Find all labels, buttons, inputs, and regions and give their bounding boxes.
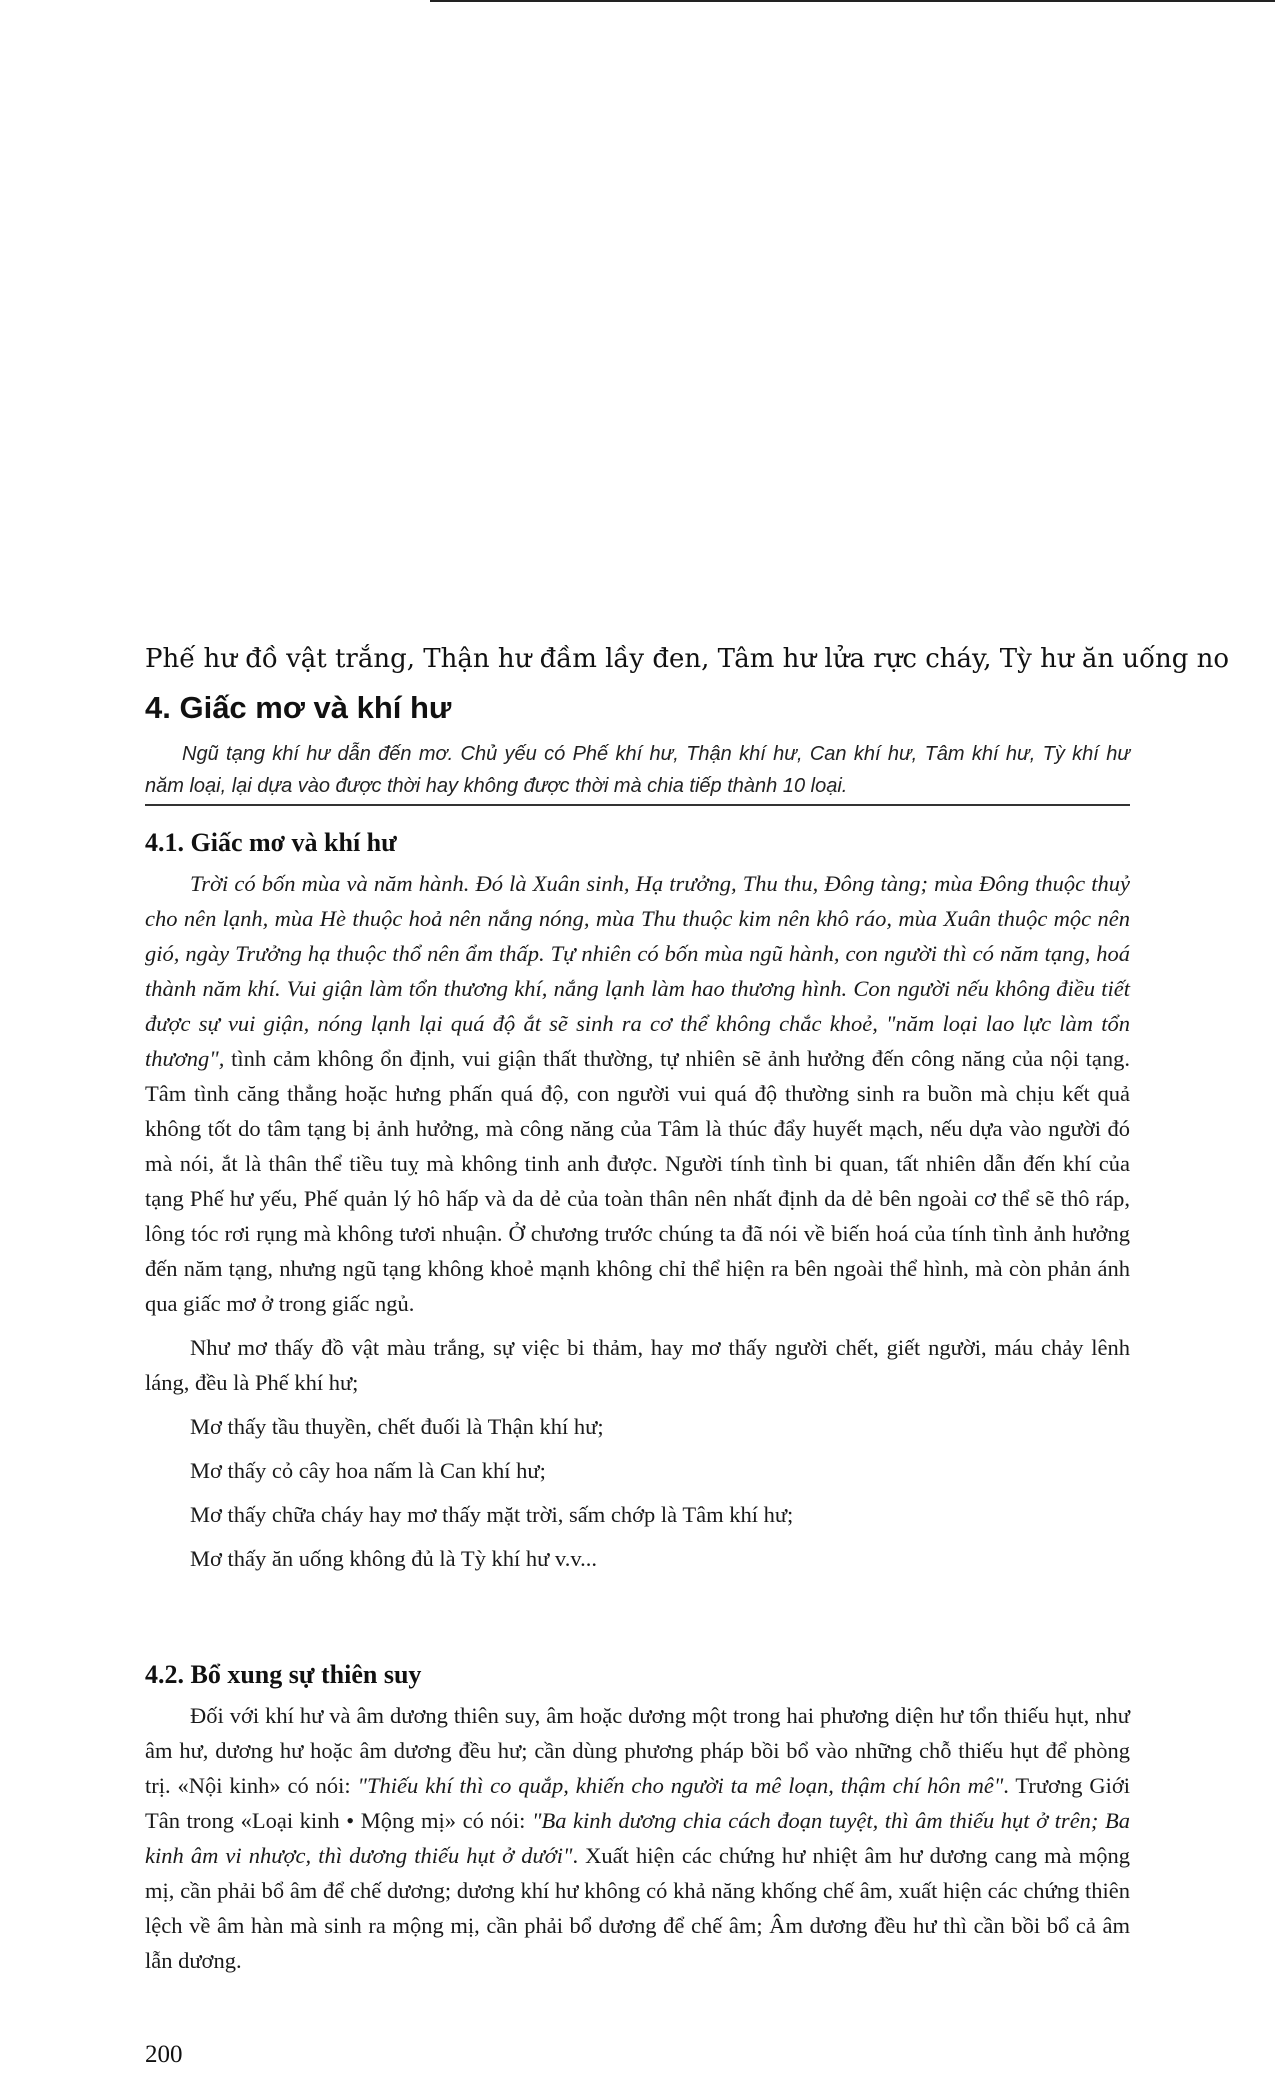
section-heading: 4. Giấc mơ và khí hư — [145, 690, 452, 725]
italic-lead: Trời có bốn mùa và năm hành. Đó là Xuân sinh, Hạ trưởng, Thu thu, Đông tàng; mùa Đông thuộc thuỷ cho nên lạnh, mùa Hè thuộc hoả nên nắng nóng, mùa Thu thuộc kim nên khô ráo, mùa Xuân thuộc mộc nên gió, ngày Trưởng hạ thuộc thổ nên ẩm thấp. Tự nhiên có bốn mùa ngũ hành, con người thì có năm tạng, hoá thành năm khí. Vui giận làm tổn thương khí, nắng lạnh làm hao thương hình. Con người nếu không điều tiết được sự vui giận, nóng lạnh lại quá độ ắt sẽ sinh ra cơ thể không chắc khoẻ, "năm loại lao lực làm tổn thương", — [145, 871, 1130, 1071]
figure-caption: Phế hư đồ vật trắng, Thận hư đầm lầy đen, Tâm hư lửa rực cháy, Tỳ hư ăn uống no — [145, 644, 1230, 674]
page-number: 200 — [145, 2041, 183, 2068]
section-summary: Ngũ tạng khí hư dẫn đến mơ. Chủ yếu có Phế khí hư, Thận khí hư, Can khí hư, Tâm khí hư, Tỳ khí hư năm loại, lại dựa vào được thời hay không được thời mà chia tiếp thành 10 loại. — [145, 743, 1130, 797]
quote-text: "Ba kinh dương chia cách đoạn tuyệt, thì âm thiếu hụt ở trên; Ba kinh âm vi nhược, thì dương thiếu hụt ở dưới" — [145, 1808, 1130, 1868]
paragraph — [145, 866, 1130, 1321]
paragraph: Mơ thấy ăn uống không đủ là Tỳ khí hư v.v... — [190, 1546, 597, 1571]
paragraph-text: . Trương Giới Tân trong «Loại kinh • Mộng mị» có nói: — [145, 1773, 1130, 1833]
paragraph-text: Đối với khí hư và âm dương thiên suy, âm hoặc dương một trong hai phương diện hư tổn thiếu hụt, như âm hư, dương hư hoặc âm dương đều hư; cần dùng phương pháp bồi bổ vào những chỗ thiếu hụt để phòng trị. «Nội kinh» có nói: — [145, 1703, 1130, 1798]
paragraph-text: tình cảm không ổn định, vui giận thất thường, tự nhiên sẽ ảnh hưởng đến công năng của nội tạng. Tâm tình căng thẳng hoặc hưng phấn quá độ, con người vui quá độ thường sinh ra buồn mà chịu kết quả không tốt do tâm tạng bị ảnh hưởng, mà công năng của Tâm là thúc đẩy huyết mạch, nếu dựa vào người đó mà nói, ắt là thân thể tiều tuỵ mà không tinh anh được. Người tính tình bi quan, tất nhiên dẫn đến khí của tạng Phế hư yếu, Phế quản lý hô hấp và da dẻ của toàn thân nên nhất định da dẻ bên ngoài cơ thể sẽ thô ráp, lông tóc rơi rụng mà không tươi nhuận. Ở chương trước chúng ta đã nói về biến hoá của tính tình ảnh hưởng đến năm tạng, nhưng ngũ tạng không khoẻ mạnh không chỉ thể hiện ra bên ngoài thể hình, mà còn phản ánh qua giấc mơ ở trong giấc ngủ. — [145, 1046, 1130, 1316]
subsection-body-4-2 — [145, 1698, 1130, 1978]
paragraph — [145, 1698, 1130, 1978]
paragraph: Mơ thấy cỏ cây hoa nấm là Can khí hư; — [190, 1458, 546, 1483]
paragraph: Như mơ thấy đồ vật màu trắng, sự việc bi thảm, hay mơ thấy người chết, giết người, máu chảy lênh láng, đều là Phế khí hư; — [145, 1335, 1130, 1395]
subsection-heading-4-2: 4.2. Bổ xung sự thiên suy — [145, 1660, 422, 1689]
paragraph: Mơ thấy chữa cháy hay mơ thấy mặt trời, sấm chớp là Tâm khí hư; — [190, 1502, 794, 1527]
paragraph-text: . Xuất hiện các chứng hư nhiệt âm hư dương cang mà mộng mị, cần phải bổ âm để chế dương; dương khí hư không có khả năng khống chế âm, xuất hiện các chứng thiên lệch về âm hàn mà sinh ra mộng mị, cần phải bổ dương để chế âm; Âm dương đều hư thì cần bồi bổ cả âm lẫn dương. — [145, 1843, 1130, 1973]
quote-text: "Thiếu khí thì co quắp, khiến cho người ta mê loạn, thậm chí hôn mê" — [357, 1773, 1004, 1798]
subsection-body-4-1 — [145, 866, 1130, 1576]
paragraph: Mơ thấy tầu thuyền, chết đuối là Thận khí hư; — [190, 1414, 604, 1439]
summary-rule — [145, 804, 1130, 806]
top-rule — [430, 0, 1275, 2]
subsection-heading-4-1: 4.1. Giấc mơ và khí hư — [145, 828, 397, 857]
